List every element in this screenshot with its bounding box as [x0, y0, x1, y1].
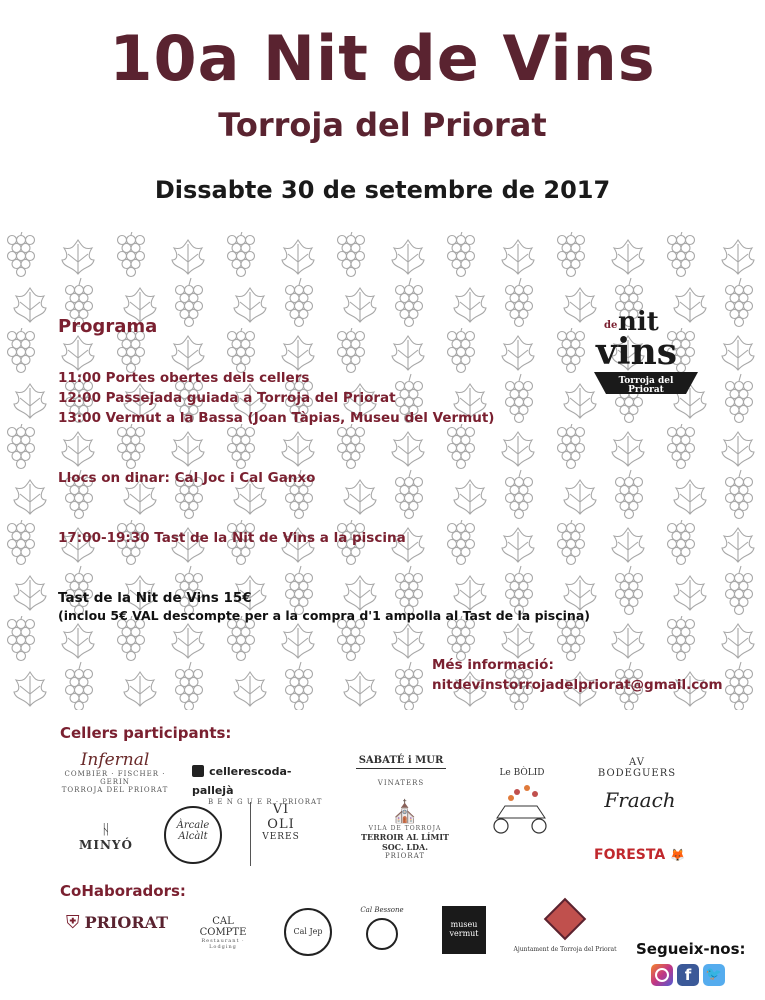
logo-violi-1: VI	[272, 802, 290, 817]
logo-minyo	[76, 822, 136, 852]
logo-foresta-text: FORESTA	[594, 847, 666, 863]
logo-terroir-sub: PRIORAT	[384, 852, 426, 860]
tast-time: 17:00-19:30 Tast de la Nit de Vins a la piscina	[58, 530, 406, 546]
logo-priorat	[66, 912, 176, 933]
logo-escoda	[192, 760, 327, 806]
logo-museu-text1: museu	[450, 920, 478, 929]
logo-nit: nit	[618, 307, 659, 337]
logo-infernal-sub2: TORROJA DEL PRIORAT	[61, 786, 169, 794]
event-title: 10a Nit de Vins	[109, 22, 656, 95]
logo-violi-2: OLI	[267, 817, 295, 832]
programa-item: 12:00 Passejada guiada a Torroja del Priorat	[58, 390, 396, 406]
logo-terroir-top: VILA DE TORROJA	[368, 825, 442, 832]
social-label: Segueix-nos:	[636, 940, 746, 958]
escoda-badge-icon	[192, 765, 204, 777]
terroir-bell-icon: ⛪	[391, 800, 419, 825]
logo-sabate-text: SABATÉ i MUR	[356, 755, 446, 769]
logo-arcs	[164, 806, 222, 864]
logo-bodeguers	[592, 757, 682, 779]
tast-price: Tast de la Nit de Vins 15€	[58, 590, 252, 606]
logo-sabate	[356, 755, 446, 787]
logo-de: de	[604, 320, 618, 331]
event-location: Torroja del Priorat	[218, 106, 547, 144]
dinar-info: Llocs on dinar: Cal Joc i Cal Ganxo	[58, 470, 316, 486]
priorat-shield-icon: ⛨	[66, 912, 80, 933]
logo-terroir	[350, 800, 460, 860]
logo-infernal-sub: COMBIER · FISCHER · GERIN	[64, 770, 166, 786]
logo-place1: Torroja del	[618, 376, 674, 386]
programa-heading: Programa	[58, 316, 158, 337]
logo-bolid	[484, 768, 560, 838]
logo-place2: Priorat	[628, 385, 664, 395]
logo-infernal	[60, 750, 170, 794]
logo-terroir-text: TERROIR AL LÍMIT SOC. LDA.	[360, 832, 450, 852]
logo-calcompte-text: CAL COMPTE	[199, 916, 247, 938]
logo-arcs-text1: Àrcale	[176, 820, 210, 831]
logo-violi	[250, 802, 311, 866]
logo-violi-3: VERES	[262, 832, 300, 842]
fox-icon: 🦊	[670, 848, 686, 862]
logo-priorat-text: PRIORAT	[84, 913, 169, 932]
logo-calcompte	[188, 916, 258, 950]
more-info-label: Més informació:	[432, 657, 554, 673]
logo-museu-text2: vermut	[449, 929, 479, 938]
logo-calbessone	[358, 906, 406, 950]
logo-frahach: Fraach	[604, 788, 676, 812]
logo-bodeguers-text: AV BODEGUERS	[597, 757, 677, 779]
logo-sabate-sub: VINATERS	[377, 779, 425, 787]
logo-ajuntament-text: Ajuntament de Torroja del Priorat	[513, 946, 617, 953]
tast-price-note: (inclou 5€ VAL descompte per a la compra d'1 ampolla al Tast de la piscina)	[58, 608, 590, 623]
event-date: Dissabte 30 de setembre de 2017	[154, 176, 611, 204]
logo-calbessone-text: Cal Bessone	[360, 906, 404, 914]
ajuntament-crest-icon	[544, 898, 586, 940]
nit-de-vins-logo	[586, 300, 706, 400]
cohaboradors-heading: CoHaboradors:	[60, 882, 186, 900]
minyo-mark-icon: ᚺ	[101, 822, 111, 838]
logo-ajuntament	[510, 904, 620, 953]
logo-caljep-text: Cal Jep	[293, 927, 323, 936]
logo-escoda-text: cellerescoda-pallejà	[192, 765, 292, 797]
cellers-heading: Cellers participants:	[60, 724, 232, 742]
instagram-icon[interactable]	[651, 964, 673, 986]
logo-infernal-text: Infernal	[80, 750, 150, 770]
contact-email[interactable]: nitdevinstorrojadelpriorat@gmail.com	[432, 677, 723, 693]
facebook-icon[interactable]: f	[677, 964, 699, 986]
logo-foresta	[594, 844, 690, 863]
programa-item: 13:00 Vermut a la Bassa (Joan Tàpias, Museu del Vermut)	[58, 410, 495, 426]
logo-escoda-sub: B E N G U E R · PRIORAT	[208, 798, 323, 806]
logo-calcompte-sub: Restaurant · Lodging	[201, 938, 245, 950]
logo-arcs-text2: Alcàlt	[178, 831, 208, 842]
logo-vins: vins	[596, 331, 678, 373]
logo-museu-vermut	[442, 906, 486, 954]
logo-minyo-text: MINYÓ	[79, 838, 133, 852]
twitter-icon[interactable]: 🐦	[703, 964, 725, 986]
programa-item: 11:00 Portes obertes dels cellers	[58, 370, 310, 386]
logo-bolid-text: Le BÒLID	[499, 768, 545, 778]
bolid-illustration-icon	[487, 778, 557, 836]
bulb-icon	[366, 918, 398, 950]
logo-caljep	[284, 908, 332, 956]
